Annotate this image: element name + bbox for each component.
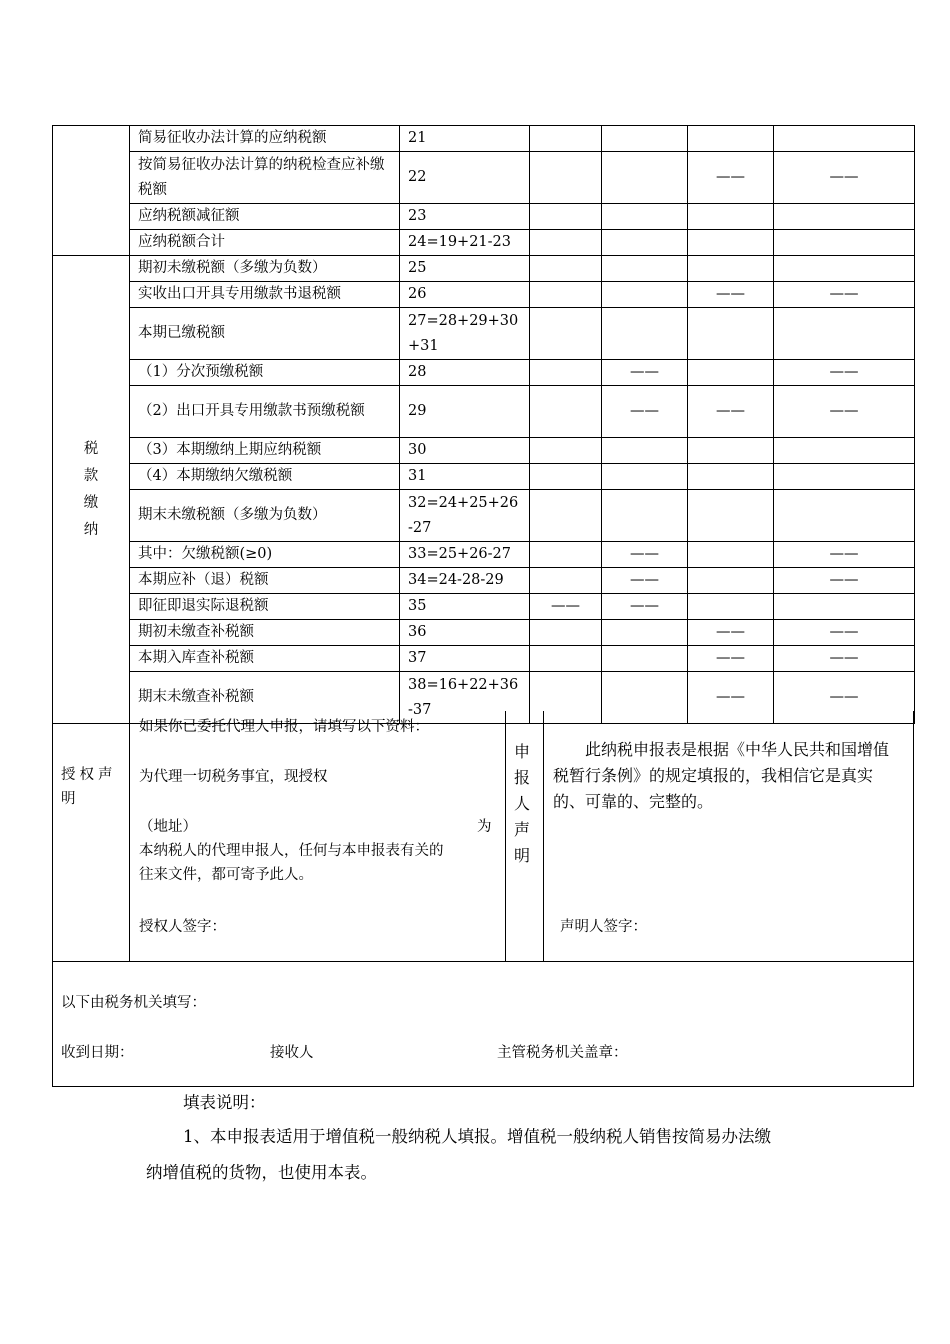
value-cell — [688, 568, 774, 594]
row-code: 34=24-28-29 — [400, 568, 530, 594]
authorization-line2: 为代理一切税务事宜，现授权 — [139, 769, 328, 785]
divider — [543, 711, 544, 961]
received-date-label: 收到日期： — [61, 1045, 134, 1061]
value-cell: —— — [602, 594, 688, 620]
row-label: 简易征收办法计算的应纳税额 — [130, 126, 400, 152]
value-cell: —— — [530, 594, 602, 620]
value-cell — [688, 230, 774, 256]
value-cell — [530, 464, 602, 490]
value-cell — [602, 204, 688, 230]
row-code: 38=16+22+36-37 — [400, 672, 530, 724]
value-cell — [530, 308, 602, 360]
value-cell — [530, 230, 602, 256]
value-cell: —— — [602, 542, 688, 568]
seal-label: 主管税务机关盖章： — [497, 1045, 628, 1061]
notes-heading: 填表说明： — [183, 1093, 266, 1112]
declaration-title: 申报人声明 — [514, 742, 531, 865]
value-cell — [530, 438, 602, 464]
table-row — [53, 360, 915, 386]
value-cell: —— — [774, 386, 915, 438]
table-row — [53, 204, 915, 230]
authorization-title: 授权声明 — [61, 767, 117, 807]
table-row — [53, 386, 915, 438]
table-row — [53, 594, 915, 620]
row-code: 21 — [400, 126, 530, 152]
value-cell — [602, 646, 688, 672]
declaration-signature: 声明人签字： — [560, 919, 647, 935]
value-cell — [774, 230, 915, 256]
row-label: 实收出口开具专用缴款书退税额 — [130, 282, 400, 308]
value-cell — [602, 152, 688, 204]
table-row — [53, 464, 915, 490]
row-code: 27=28+29+30+31 — [400, 308, 530, 360]
value-cell — [774, 256, 915, 282]
row-code: 31 — [400, 464, 530, 490]
value-cell — [688, 256, 774, 282]
table-row — [53, 256, 915, 282]
row-code: 25 — [400, 256, 530, 282]
authorization-line4: 往来文件，都可寄予此人。 — [139, 867, 313, 883]
row-label: 按简易征收办法计算的纳税检查应补缴税额 — [130, 152, 400, 204]
row-label: （1）分次预缴税额 — [130, 360, 400, 386]
value-cell — [602, 230, 688, 256]
row-label: 即征即退实际退税额 — [130, 594, 400, 620]
row-code: 26 — [400, 282, 530, 308]
table-row — [53, 542, 915, 568]
row-label: 期初未缴税额（多缴为负数） — [130, 256, 400, 282]
row-label: 其中：欠缴税额(≥0) — [130, 542, 400, 568]
value-cell — [688, 464, 774, 490]
value-cell — [530, 646, 602, 672]
value-cell — [602, 126, 688, 152]
authorization-signature: 授权人签字： — [139, 919, 226, 935]
value-cell — [530, 204, 602, 230]
value-cell — [530, 282, 602, 308]
row-code: 24=19+21-23 — [400, 230, 530, 256]
divider — [129, 711, 130, 961]
declaration-section — [52, 711, 914, 962]
table-row — [53, 646, 915, 672]
category-cell-blank — [53, 126, 130, 256]
value-cell: —— — [774, 282, 915, 308]
table-row — [53, 568, 915, 594]
row-code: 29 — [400, 386, 530, 438]
authorization-intro: 如果你已委托代理人申报，请填写以下资料： — [139, 719, 429, 735]
value-cell — [602, 620, 688, 646]
value-cell: —— — [688, 646, 774, 672]
value-cell — [530, 126, 602, 152]
table-row — [53, 126, 915, 152]
value-cell — [774, 490, 915, 542]
value-cell: —— — [774, 360, 915, 386]
value-cell: —— — [774, 542, 915, 568]
value-cell — [688, 308, 774, 360]
value-cell — [530, 256, 602, 282]
row-label: 期末未缴税额（多缴为负数） — [130, 490, 400, 542]
authorization-for-label: 为 — [477, 819, 492, 835]
value-cell — [530, 620, 602, 646]
authorization-line3: 本纳税人的代理申报人，任何与本申报表有关的 — [139, 843, 444, 859]
row-code: 33=25+26-27 — [400, 542, 530, 568]
row-code: 32=24+25+26-27 — [400, 490, 530, 542]
value-cell — [530, 490, 602, 542]
value-cell: —— — [688, 282, 774, 308]
category-label: 税款缴纳 — [83, 440, 99, 538]
row-label: （2）出口开具专用缴款书预缴税额 — [130, 386, 400, 438]
table-row — [53, 490, 915, 542]
row-code: 23 — [400, 204, 530, 230]
value-cell — [602, 490, 688, 542]
value-cell — [774, 126, 915, 152]
divider — [505, 711, 506, 961]
table-row — [53, 282, 915, 308]
value-cell — [774, 594, 915, 620]
value-cell — [774, 464, 915, 490]
value-cell — [602, 282, 688, 308]
category-cell-tax-payment — [53, 256, 130, 724]
value-cell — [688, 438, 774, 464]
value-cell — [602, 256, 688, 282]
value-cell — [688, 542, 774, 568]
value-cell — [530, 386, 602, 438]
value-cell: —— — [774, 620, 915, 646]
value-cell: —— — [602, 360, 688, 386]
row-label: 本期应补（退）税额 — [130, 568, 400, 594]
value-cell — [602, 438, 688, 464]
value-cell — [602, 464, 688, 490]
row-code: 37 — [400, 646, 530, 672]
value-cell: —— — [774, 152, 915, 204]
notes-item1-line1: 1、本申报表适用于增值税一般纳税人填报。增值税一般纳税人销售按简易办法缴 — [183, 1127, 771, 1146]
value-cell: —— — [774, 646, 915, 672]
vat-return-table — [52, 125, 915, 724]
row-code: 35 — [400, 594, 530, 620]
row-label: 期初未缴查补税额 — [130, 620, 400, 646]
value-cell — [530, 360, 602, 386]
declaration-text: 此纳税申报表是根据《中华人民共和国增值税暂行条例》的规定填报的，我相信它是真实的、可靠的、完整的。 — [553, 740, 890, 811]
notes-item1-line2: 纳增值税的货物，也使用本表。 — [146, 1163, 377, 1182]
row-label: （4）本期缴纳欠缴税额 — [130, 464, 400, 490]
value-cell — [688, 594, 774, 620]
value-cell: —— — [688, 386, 774, 438]
value-cell — [688, 204, 774, 230]
value-cell — [688, 126, 774, 152]
value-cell — [774, 308, 915, 360]
value-cell — [774, 438, 915, 464]
table-row — [53, 152, 915, 204]
row-label: 应纳税额减征额 — [130, 204, 400, 230]
row-label: 期末未缴查补税额 — [130, 672, 400, 724]
table-row — [53, 438, 915, 464]
value-cell: —— — [774, 672, 915, 724]
value-cell — [688, 490, 774, 542]
row-label: 应纳税额合计 — [130, 230, 400, 256]
row-code: 36 — [400, 620, 530, 646]
row-code: 28 — [400, 360, 530, 386]
value-cell: —— — [602, 386, 688, 438]
value-cell — [530, 542, 602, 568]
row-code: 30 — [400, 438, 530, 464]
value-cell: —— — [602, 568, 688, 594]
value-cell: —— — [774, 568, 915, 594]
tax-office-heading: 以下由税务机关填写： — [61, 995, 206, 1011]
table-row — [53, 308, 915, 360]
tax-office-section — [52, 961, 914, 1087]
value-cell: —— — [688, 620, 774, 646]
authorization-address-label: （地址） — [139, 819, 197, 835]
value-cell — [530, 568, 602, 594]
value-cell — [530, 152, 602, 204]
row-code: 22 — [400, 152, 530, 204]
row-label: 本期已缴税额 — [130, 308, 400, 360]
table-row — [53, 230, 915, 256]
value-cell — [774, 204, 915, 230]
value-cell — [602, 308, 688, 360]
table-row — [53, 620, 915, 646]
value-cell: —— — [688, 152, 774, 204]
row-label: 本期入库查补税额 — [130, 646, 400, 672]
value-cell: —— — [688, 672, 774, 724]
receiver-label: 接收人 — [270, 1045, 314, 1061]
row-label: （3）本期缴纳上期应纳税额 — [130, 438, 400, 464]
value-cell — [688, 360, 774, 386]
